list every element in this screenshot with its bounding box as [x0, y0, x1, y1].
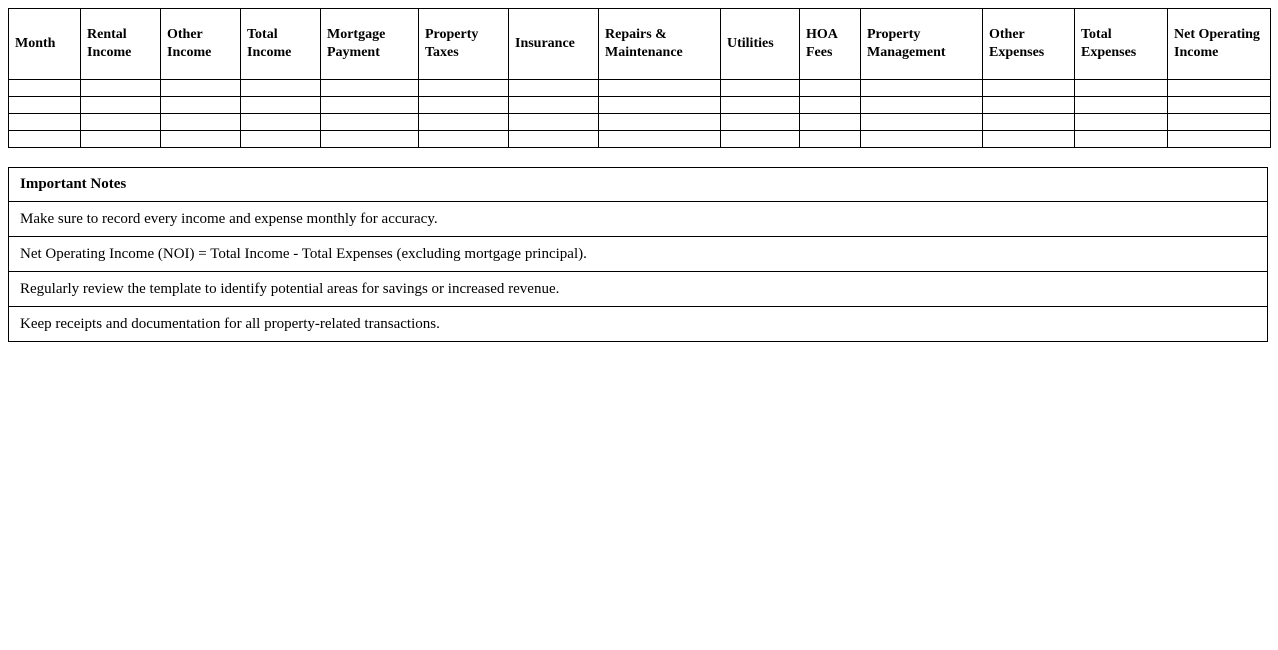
empty-cell — [721, 97, 800, 114]
empty-cell — [861, 97, 983, 114]
empty-cell — [241, 97, 321, 114]
empty-cell — [599, 80, 721, 97]
empty-cell — [321, 131, 419, 148]
empty-cell — [599, 131, 721, 148]
empty-cell — [241, 131, 321, 148]
column-header-hoa-fees: HOA Fees — [800, 9, 861, 80]
column-header-other-expenses: Other Expenses — [983, 9, 1075, 80]
empty-cell — [81, 80, 161, 97]
column-header-property-taxes: Property Taxes — [419, 9, 509, 80]
empty-cell — [509, 131, 599, 148]
note-item-4: Keep receipts and documentation for all property-related transactions. — [9, 307, 1268, 342]
note-item-1: Make sure to record every income and expense monthly for accuracy. — [9, 202, 1268, 237]
empty-cell — [9, 131, 81, 148]
empty-cell — [81, 97, 161, 114]
column-header-net-operating-income: Net Operating Income — [1168, 9, 1271, 80]
empty-cell — [983, 80, 1075, 97]
empty-cell — [161, 114, 241, 131]
empty-cell — [419, 131, 509, 148]
cashflow-header-row — [9, 9, 1271, 80]
column-header-rental-income: Rental Income — [81, 9, 161, 80]
empty-cell — [1168, 131, 1271, 148]
empty-cell — [1075, 80, 1168, 97]
important-notes-table — [8, 167, 1268, 342]
cashflow-empty-row — [9, 80, 1271, 97]
empty-cell — [1075, 131, 1168, 148]
empty-cell — [509, 114, 599, 131]
empty-cell — [509, 80, 599, 97]
cashflow-empty-row — [9, 131, 1271, 148]
note-item-3: Regularly review the template to identify potential areas for savings or increased revenue. — [9, 272, 1268, 307]
empty-cell — [509, 97, 599, 114]
note-item-2: Net Operating Income (NOI) = Total Income - Total Expenses (excluding mortgage principal). — [9, 237, 1268, 272]
empty-cell — [861, 131, 983, 148]
empty-cell — [983, 97, 1075, 114]
column-header-repairs-maintenance: Repairs & Maintenance — [599, 9, 721, 80]
note-row — [9, 237, 1268, 272]
empty-cell — [161, 131, 241, 148]
empty-cell — [1075, 97, 1168, 114]
empty-cell — [9, 97, 81, 114]
empty-cell — [161, 97, 241, 114]
note-row — [9, 272, 1268, 307]
empty-cell — [983, 114, 1075, 131]
empty-cell — [721, 80, 800, 97]
cashflow-body — [9, 80, 1271, 148]
empty-cell — [419, 114, 509, 131]
empty-cell — [1075, 114, 1168, 131]
empty-cell — [861, 114, 983, 131]
empty-cell — [800, 80, 861, 97]
notes-title-row — [9, 168, 1268, 202]
empty-cell — [241, 114, 321, 131]
empty-cell — [241, 80, 321, 97]
note-row — [9, 307, 1268, 342]
empty-cell — [800, 131, 861, 148]
empty-cell — [81, 131, 161, 148]
empty-cell — [9, 114, 81, 131]
column-header-insurance: Insurance — [509, 9, 599, 80]
column-header-total-expenses: Total Expenses — [1075, 9, 1168, 80]
column-header-total-income: Total Income — [241, 9, 321, 80]
empty-cell — [419, 97, 509, 114]
empty-cell — [861, 80, 983, 97]
empty-cell — [321, 80, 419, 97]
empty-cell — [321, 97, 419, 114]
column-header-property-management: Property Management — [861, 9, 983, 80]
cashflow-empty-row — [9, 97, 1271, 114]
empty-cell — [81, 114, 161, 131]
notes-title: Important Notes — [9, 168, 1268, 202]
empty-cell — [1168, 114, 1271, 131]
column-header-mortgage-payment: Mortgage Payment — [321, 9, 419, 80]
empty-cell — [161, 80, 241, 97]
note-row — [9, 202, 1268, 237]
empty-cell — [599, 97, 721, 114]
empty-cell — [9, 80, 81, 97]
empty-cell — [721, 131, 800, 148]
empty-cell — [419, 80, 509, 97]
column-header-utilities: Utilities — [721, 9, 800, 80]
empty-cell — [983, 131, 1075, 148]
column-header-other-income: Other Income — [161, 9, 241, 80]
empty-cell — [800, 97, 861, 114]
column-header-month: Month — [9, 9, 81, 80]
cashflow-empty-row — [9, 114, 1271, 131]
empty-cell — [599, 114, 721, 131]
empty-cell — [721, 114, 800, 131]
empty-cell — [1168, 97, 1271, 114]
empty-cell — [1168, 80, 1271, 97]
empty-cell — [800, 114, 861, 131]
empty-cell — [321, 114, 419, 131]
monthly-cashflow-table — [8, 8, 1271, 148]
